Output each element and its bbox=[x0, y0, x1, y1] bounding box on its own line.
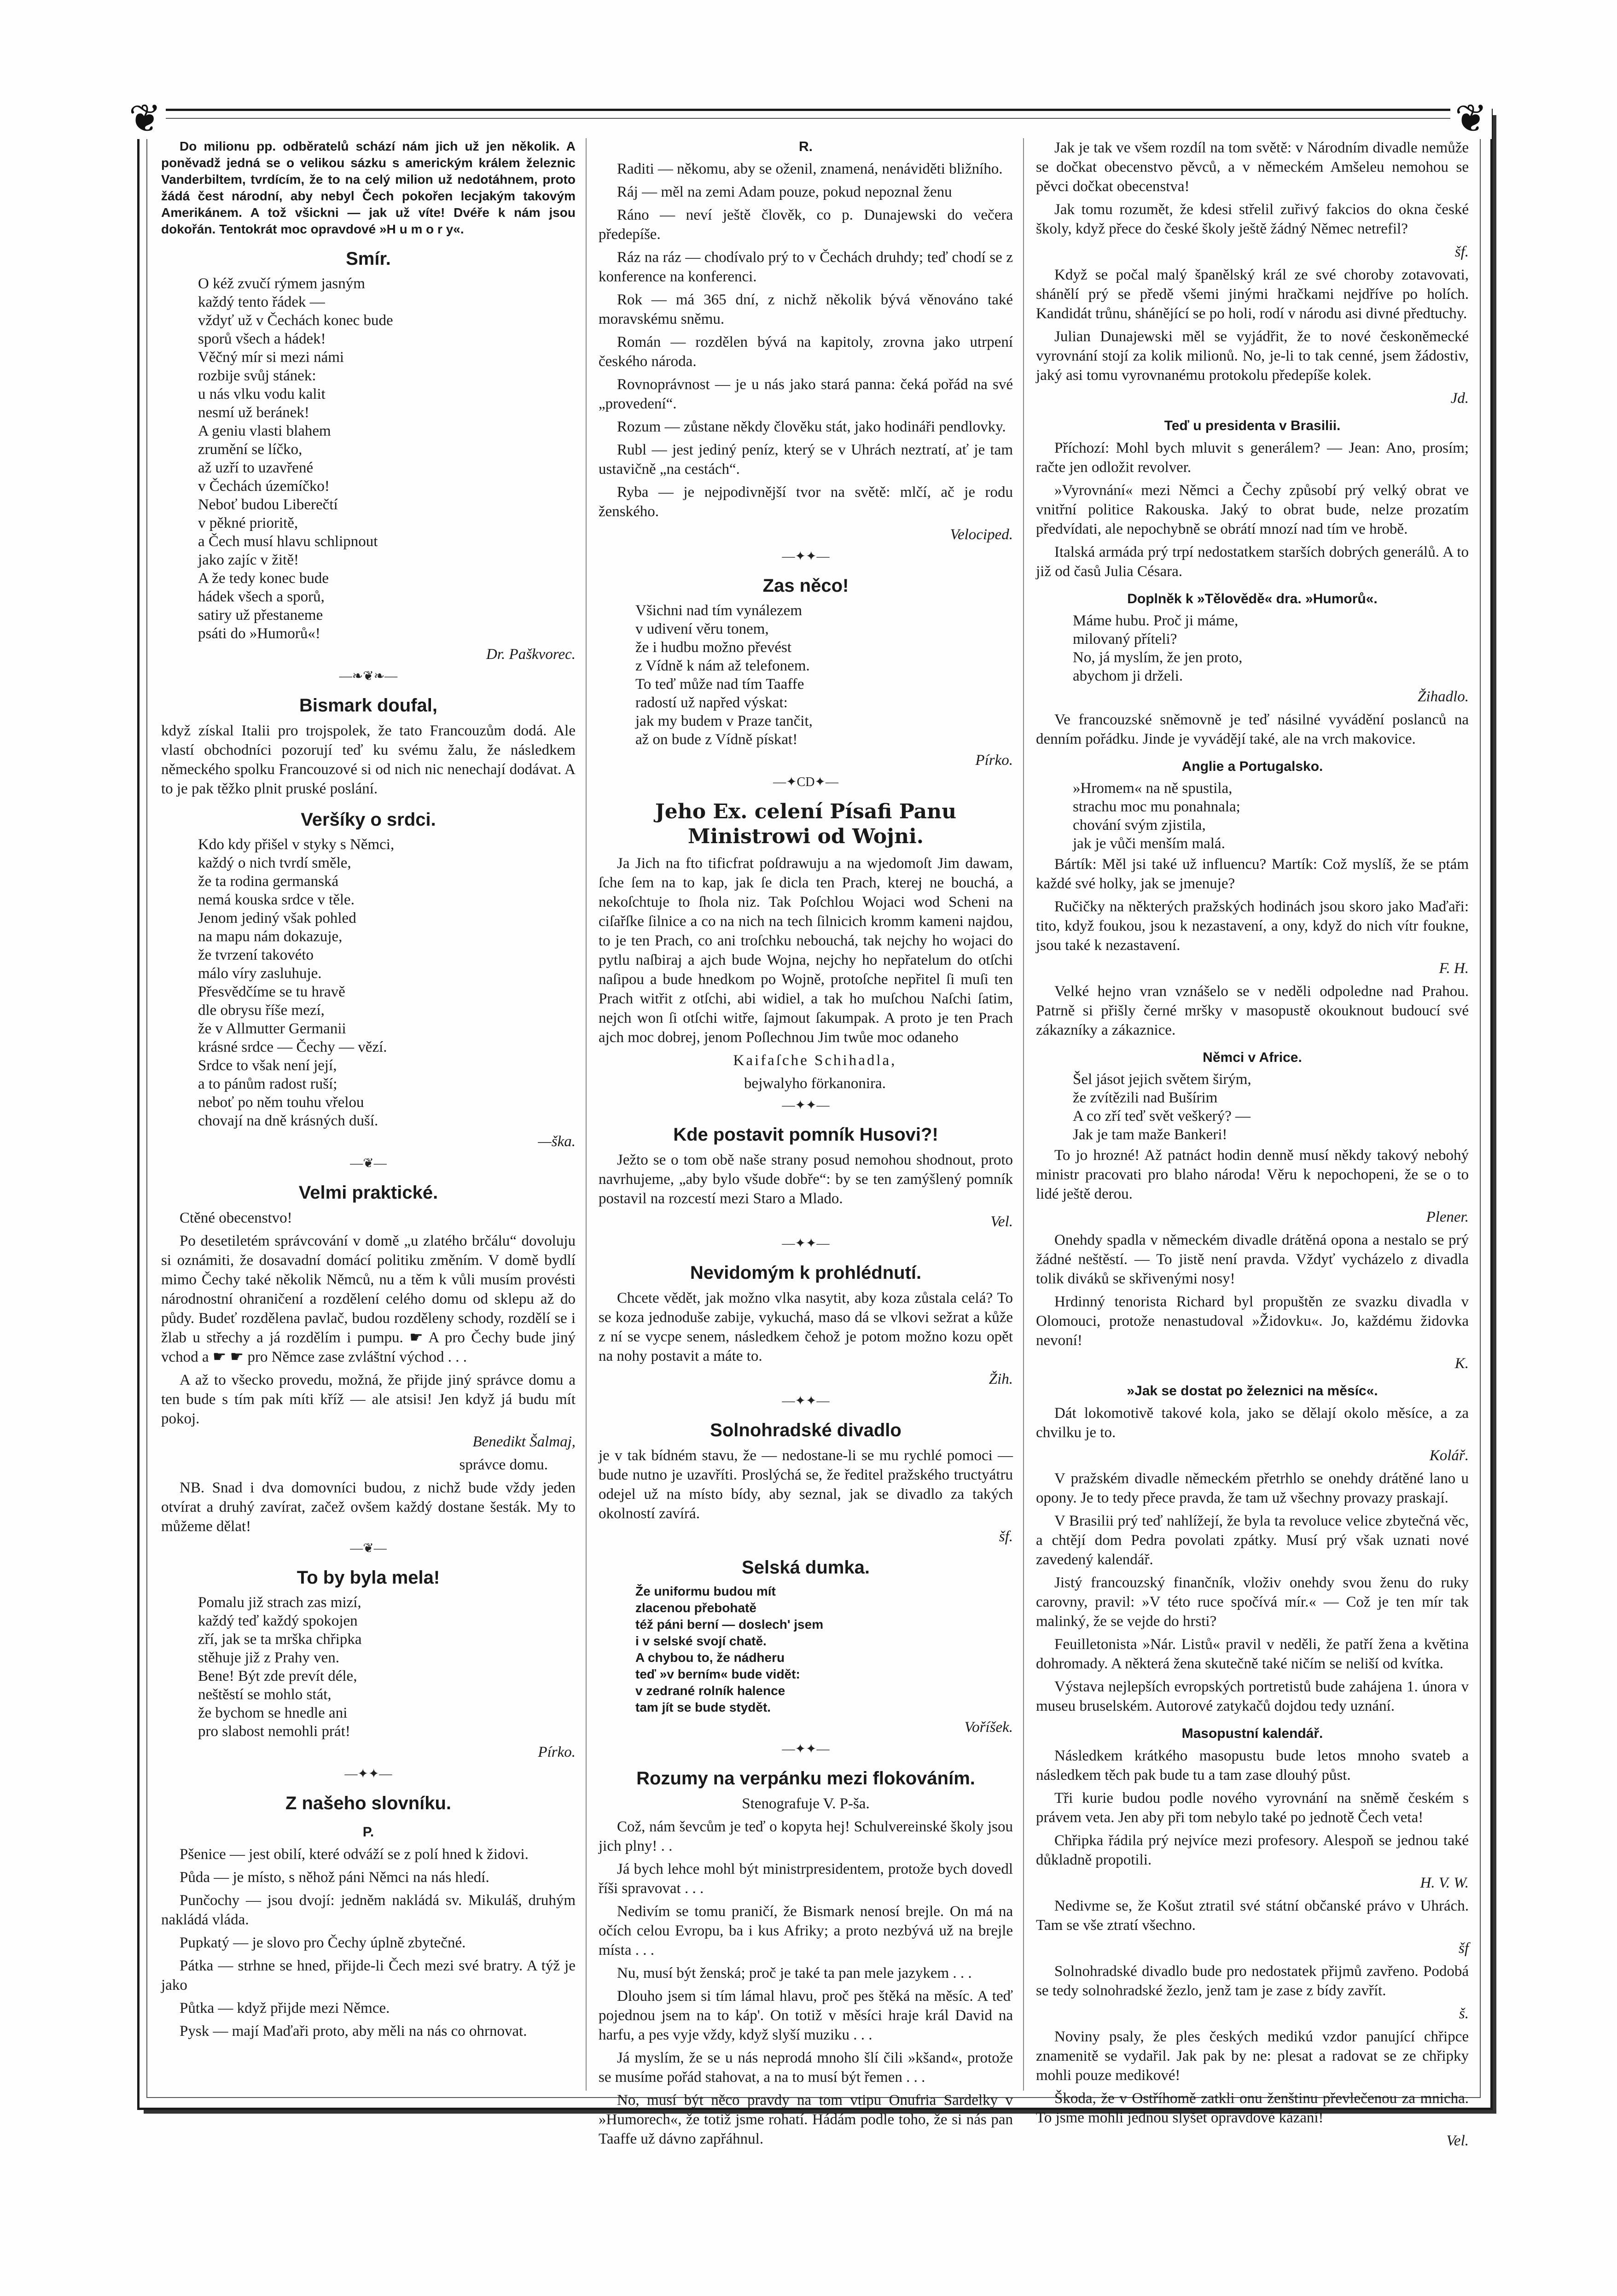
dictionary-entry: Půtka — když přijde mezi Němce. bbox=[180, 2000, 390, 2016]
article-text: je v tak bídném stavu, že — nedostane-li se mu rychlé pomoci — bude nutno je uzavříti. Proslýchá se, že ředitel pražského tructyátru odejel už na místo bídy, aby seznal, jak se divadlo za takých okolností zavírá. bbox=[599, 1447, 1013, 1522]
article-title: Smír. bbox=[346, 249, 391, 269]
ornament-divider: —✦✦— bbox=[782, 1742, 830, 1756]
article-text: Já bych lehce mohl být ministrpresidentem, protože bych dovedl říši spravovat . . . bbox=[599, 1861, 1013, 1897]
dictionary-entry: Ráz na ráz — chodívalo prý to v Čechách druhdy; teď chodí se z konference na konferenci. bbox=[599, 249, 1013, 285]
article-title: Rozumy na verpánku mezi flokováním. bbox=[636, 1768, 975, 1789]
article-text: Dlouho jsem si tím lámal hlavu, proč pes štěká na měsíc. A teď pojednou jsem na to káp'. On totiž v měsíci hraje král David na harfu, a pes vyje vždy, když slyší muziku . . . bbox=[599, 1988, 1013, 2043]
column-rule bbox=[586, 138, 587, 2091]
signature: Žihadlo. bbox=[1418, 688, 1469, 705]
floral-corner-icon: ❦ bbox=[124, 98, 166, 139]
article-text: NB. Snad i dva domovníci budou, z nichž bude vždy jeden otvírat a druhý zavírat, začež ovšem každý dostane šesták. My to můžeme dělat! bbox=[161, 1480, 576, 1535]
column-middle bbox=[599, 138, 1013, 2147]
ornament-divider: —✦✦— bbox=[782, 1236, 830, 1251]
article-text: Feuilletonista »Nár. Listů« pravil v neděli, že patří žena a květina dohromady. A některá žena skutečně také ničím se neliší od kvítka. bbox=[1036, 1636, 1469, 1672]
article-text: Bártík: Měl jsi také už influencu? Martík: Což myslíš, že se ptám každé své holky, jak se jmenuje? bbox=[1036, 856, 1469, 892]
article-text: Chřipka řádila prý nejvíce mezi profesory. Alespoň se jednou také důkladně propotili. bbox=[1036, 1832, 1469, 1868]
dictionary-entry: Rozum — zůstane někdy člověku stát, jako hodináři pendlovky. bbox=[617, 419, 1006, 435]
signature: Dr. Paškvorec. bbox=[486, 646, 576, 663]
dictionary-entry: Pupkatý — je slovo pro Čechy úplně zbytečné. bbox=[180, 1935, 466, 1951]
ornament-divider: —✦✦— bbox=[782, 549, 830, 564]
article-text: Onehdy spadla v německém divadle drátěná opona a nestalo se prý žádné neštěstí. — To jistě není pravda. Vždyť vycházelo z divadla tolik diváků se skřivenými nosy! bbox=[1036, 1232, 1469, 1287]
column-right bbox=[1036, 138, 1469, 2149]
signature: šf bbox=[1458, 1940, 1469, 1957]
dictionary-entry: Román — rozdělen bývá na kapitoly, zrovna jako utrpení českého národa. bbox=[599, 334, 1013, 370]
article-title: Kde postavit pomník Husovi?! bbox=[673, 1125, 938, 1145]
ornament-divider: —✦CD✦— bbox=[773, 775, 838, 789]
dictionary-entry: Pšenice — jest obilí, které odváží se z polí hned k židovi. bbox=[180, 1846, 529, 1863]
article-text: Když se počal malý španělský král ze své choroby zotavovati, shánělí prý se předě všemi jinými hračkami nejdříve po holích. Kandidát trůnu, shánějící se po holi, rodí v národu asi divné předtuchy. bbox=[1036, 267, 1469, 322]
intro-notice: Do milionu pp. odběratelů schází nám jich už jen několik. A poněvadž jedná se o velikou sázku s americkým králem železnic Vanderbiltem, tvrdícím, že to na celý milion už nedotáhnem, proto žádá čest národní, aby nebyl Čech pokořen lecjakým takovým Amerikánem. A tož všickni — jak už víte! Dvéře k nám jsou dokořán. Tentokrát moc opravdové »H u m o r y«. bbox=[161, 139, 576, 236]
poem: Šel jásot jejich světem širým, že zvítězili nad Bušírim A co zří teď svět veškerý? — Jak je tam maže Bankeri! bbox=[1073, 1071, 1251, 1143]
ornament-divider: —✦✦— bbox=[344, 1767, 392, 1781]
signature-role: správce domu. bbox=[459, 1457, 548, 1473]
signature-role: bejwalyho förkanonira. bbox=[744, 1075, 886, 1092]
article-text: Solnohradské divadlo bude pro nedostatek přijmů zavřeno. Podobá se tedy solnohradské žezlo, jenž tam je zase z bídy zavřít. bbox=[1036, 1963, 1469, 1999]
poem: Máme hubu. Proč ji máme, milovaný příteli? No, já myslím, že jen proto, abychom ji drželi. bbox=[1073, 612, 1243, 684]
signature: —ška. bbox=[538, 1133, 576, 1150]
article-title: Velmi praktické. bbox=[298, 1183, 438, 1203]
signature: Pírko. bbox=[975, 752, 1013, 769]
dictionary-entry: Rok — má 365 dní, z nichž několik bývá věnováno také moravskému sněmu. bbox=[599, 291, 1013, 327]
poem: Všichni nad tím vynálezem v udivení věru tonem, že i hudbu možno převést z Vídně k nám až telefonem. To teď může nad tím Taaffe radostí už napřed výskat: jak my budem v Praze tančit, až on bude z Vídně pískat! bbox=[635, 602, 813, 748]
article-text: Ručičky na některých pražských hodinách jsou skoro jako Maďaři: tito, když foukou, jsou k nezastavení, a ony, když do nich vítr foukne, jsou také k nezastavení. bbox=[1036, 898, 1469, 954]
article-subtitle: Stenografuje V. P-ša. bbox=[742, 1795, 870, 1812]
article-title: Zas něco! bbox=[762, 576, 849, 596]
signature: Pírko. bbox=[538, 1744, 576, 1760]
poem: »Hromem« na ně spustila, strachu moc mu ponahnala; chování svým zjistila, jak je vůči menším malá. bbox=[1073, 780, 1240, 852]
poem: O kéž zvučí rýmem jasným každý tento řádek — vždyť už v Čechách konec bude sporů všech a hádek! Věčný mír si mezi námi rozbije svůj stánek: u nás vlku vodu kalit nesmí už beránek! A geniu vlasti blahem zrumění se líčko, až uzří to uzavřené v Čechách územíčko! Neboť budou Liberečtí v pěkné prioritě, a Čech musí hlavu schlipnout jako zajíc v žitě! A že tedy konec bude hádek všech a sporů, satiry už přestaneme psáti do »Humorů«! bbox=[198, 275, 393, 642]
ornament-divider: —❦— bbox=[350, 1156, 387, 1171]
article-text: Po desetiletém správcování v domě „u zlatého brčálu“ dovoluju si oznámiti, že dosavadní domácí politiku změním. V domě bydlí mimo Čechy také několik Němců, nu a těm k vůli musím provésti národnostní ohraničení a rozdělení celého domu od sklepu až do půdy. Budeť rozdělena pavlač, budou rozděleny schody, rozdělí se i žlab u střechy a já rozdělím i pumpu. ☛ A pro Čechy bude jiný vchod a ☛ ☛ pro Němce zase zvláštní východ . . . bbox=[161, 1233, 576, 1365]
article-text: Příchozí: Mohl bych mluvit s generálem? — Jean: Ano, prosím; račte jen odložit revolver. bbox=[1036, 440, 1469, 476]
article-title: Němci v Africe. bbox=[1203, 1050, 1302, 1065]
poem: Pomalu již strach zas mizí, každý teď každý spokojen zří, jak se ta mrška chřipka stěhuje již z Prahy ven. Bene! Být zde prevít déle, neštěstí se mohlo stát, že bychom se hnedle ani pro slabost nemohli prát! bbox=[198, 1594, 362, 1740]
article-text: Noviny psaly, že ples českých medikú vzdor panující chřipce znamenitě se vydařil. Jak pak by ne: plesat a radovat se ze chřipky mohli pouze medikové! bbox=[1036, 2028, 1469, 2084]
signature: Žih. bbox=[989, 1371, 1013, 1387]
article-title: Teď u presidenta v Brasilii. bbox=[1164, 418, 1341, 433]
article-title: Solnohradské divadlo bbox=[710, 1420, 902, 1440]
signature: šf. bbox=[1454, 244, 1469, 260]
ornament-divider: —❧❦❧— bbox=[339, 669, 398, 683]
article-text: Já myslím, že se u nás neprodá mnoho šlí čili »kšand«, protože se musíme pořád stahovat, a na to musí být řemen . . . bbox=[599, 2050, 1013, 2086]
article-text: A až to všecko provedu, možná, že přijde jiný správce domu a ten bude s tím pak míti kříž — ale atsisi! Jen když já budu mít pokoj. bbox=[161, 1372, 576, 1427]
dictionary-entry: Punčochy — jsou dvojí: jedněm nakládá sv. Mikuláš, druhým nakládá vláda. bbox=[161, 1892, 576, 1928]
dictionary-entry: Ráno — neví ještě člověk, co p. Dunajewski do večera předepíše. bbox=[599, 207, 1013, 243]
article-title: Z našeho slovníku. bbox=[285, 1793, 452, 1813]
dictionary-entry: Pysk — mají Maďaři proto, aby měli na nás co ohrnovat. bbox=[180, 2023, 527, 2040]
dictionary-letter: R. bbox=[799, 139, 813, 154]
dictionary-entry: Půda — je místo, s něhož páni Němci na nás hledí. bbox=[180, 1869, 489, 1886]
article-text: Julian Dunajewski měl se vyjádřit, že to nové českoněmecké vyrovnání stojí za kolik milionů. No, je-li to tak cenné, jsem žádostiv, jaký asi tomu vyrovnanému protokolu předepíše kolek. bbox=[1036, 328, 1469, 384]
floral-corner-icon: ❦ bbox=[1450, 98, 1492, 139]
article-title-blackletter: Jeho Ex. celení Písafi Panu Ministrowi od Wojni. bbox=[655, 800, 957, 848]
dictionary-entry: Pátka — strhne se hned, přijde-li Čech mezi své bratry. A týž je jako bbox=[161, 1958, 576, 1993]
article-title: »Jak se dostat po železnici na měsíc«. bbox=[1127, 1383, 1378, 1399]
article-text: No, musí být něco pravdy na tom vtipu Onufria Sardelky v »Humorech«, že totiž jsme rohatí. Hádám podle toho, že si nás pan Taaffe už dávno zapřáhnul. bbox=[599, 2092, 1013, 2147]
signature: Voříšek. bbox=[964, 1719, 1013, 1736]
article-title: Bismark doufal, bbox=[299, 695, 438, 716]
article-title: Veršíky o srdci. bbox=[301, 810, 436, 830]
article-text: Nu, musí být ženská; proč je také ta pan mele jazykem . . . bbox=[617, 1965, 972, 1981]
signature: šf. bbox=[999, 1528, 1013, 1545]
ornament-divider: —✦✦— bbox=[782, 1098, 830, 1113]
dictionary-entry: Rovnoprávnost — je u nás jako stará panna: čeká pořád na své „provedení“. bbox=[599, 376, 1013, 412]
article-title: To by byla mela! bbox=[297, 1568, 440, 1588]
column-rule bbox=[1023, 138, 1024, 2091]
article-text: Dát lokomotivě takové kola, jako se dělají okolo měsíce, a za chvilku je to. bbox=[1036, 1405, 1469, 1441]
article-text: Hrdinný tenorista Richard byl propuštěn ze svazku divadla v Olomouci, protože nenastudoval »Židovku«. Jo, každému židovka nevoní! bbox=[1036, 1294, 1469, 1349]
article-text: když získal Italii pro trojspolek, že tato Francouzům dodá. Ale vlastí obchodníci pozorují teď ku svému žalu, že následkem německého spolku Francouzové si od nich nic nenechají dodávat. A to je pak těžko plnit pruské poslání. bbox=[161, 723, 576, 797]
column-left bbox=[161, 138, 576, 2095]
article-text: V pražském divadle německém přetrhlo se onehdy drátěné lano u opony. Je to tedy přece pravda, že tam už všechny provazy praskají. bbox=[1036, 1470, 1469, 1506]
article-title: Masopustní kalendář. bbox=[1181, 1726, 1323, 1741]
article-text: Tři kurie budou podle nového vyrovnání na sněmě českém s právem veta. Jen aby při tom nebylo také po jednotě Čech veta! bbox=[1036, 1790, 1469, 1826]
ornament-divider: —❦— bbox=[350, 1541, 387, 1556]
article-text: Jak je tak ve všem rozdíl na tom světě: v Národním divadle nemůže se dočkat obecenstvo pěvců, a v německém Amšeleu nemohou se pěvci dočkat obecenstva! bbox=[1036, 140, 1469, 195]
article-text: Nedivím se tomu praničí, že Bismark nenosí brejle. On má na očích celou Evropu, ba i kus Afriky; a proto nezbývá už na brejle místa . . . bbox=[599, 1903, 1013, 1958]
signature: Plener. bbox=[1426, 1209, 1469, 1225]
article-text: Nedivme se, že Košut ztratil své státní občanské právo v Uhrách. Tam se vše ztratí všechno. bbox=[1036, 1898, 1469, 1934]
article-title: Doplněk k »Tělovědě« dra. »Humorů«. bbox=[1127, 591, 1378, 606]
signature: K. bbox=[1454, 1355, 1469, 1372]
dictionary-entry: Ráj — měl na zemi Adam pouze, pokud nepoznal ženu bbox=[617, 184, 952, 200]
signature: Jd. bbox=[1450, 390, 1469, 407]
article-text: Ctěné obecenstvo! bbox=[180, 1210, 292, 1226]
article-text: Ja Jich na fto tificfrat poſdrawuju a na wjedomoſt Jim dawam, ſche ſem na to kap, jak ſe dicla ten Prach, kterej ne bouchá, a nekoſchtuje to ſhola niz. Tak Poſchlou Wojaci wod Scheni na ciſařſke ſilnice a co na nich na tech ſilnicich kromm kameni najdou, to je ten Prach, co ani troſchku nebouchá, tak nejchy ho wojaci do pytlu naſbiraj a ajch bude Wojna, nejchy ho nepřatelum do otſchi naſipou a bude hnedkom po Wojně, protoſche nepřitel ſi muſi ten Prach witřit z otſchi, abi widiel, a tak ho muſchou Naſchi ſatim, nejch won ſi otſchi witře, ſajmout ſakumpak. A proto je ten Prach ajch moc dobrej, jenom Poſlechnou Jim twůe moc odaneho bbox=[599, 855, 1013, 1046]
dictionary-entry: Ryba — je nejpodivnější tvor na světě: mlčí, ač je rodu ženského. bbox=[599, 484, 1013, 520]
signature: Benedikt Šalmaj, bbox=[472, 1434, 576, 1450]
article-text: V Brasilii prý teď nahlížejí, že byla ta revoluce velice zbytečná věc, a chtějí dom Pedra povolati zpátky. Musí prý však uznati nové zavedený kalendář. bbox=[1036, 1513, 1469, 1568]
poem: Že uniformu budou mít zlacenou přebohatě též páni berní — doslech' jsem i v selské svojí chatě. A chybou to, že nádheru teď »v berním« bude vidět: v zedrané rolník halence tam jít se bude stydět. bbox=[635, 1584, 824, 1714]
ornament-divider: —✦✦— bbox=[782, 1394, 830, 1408]
article-text: Ježto se o tom obě naše strany posud nemohou shodnout, proto navrhujeme, „aby bylo všude dobře“: by se ten zamýšlený pomník postavil na rozcestí mezi Staro a Mlado. bbox=[599, 1152, 1013, 1207]
signature: Vel. bbox=[1446, 2133, 1469, 2149]
article-text: Velké hejno vran vznášelo se v neděli odpoledne nad Prahou. Patrně si přišly černé mršky v masopustě okouknout budoucí své zákazníky a zákaznice. bbox=[1036, 983, 1469, 1038]
article-text: Což, nám ševcům je teď o kopyta hej! Schulvereinské školy jsou jich plny! . . bbox=[599, 1818, 1013, 1854]
poem: Kdo kdy přišel v styky s Němci, každý o nich tvrdí směle, že ta rodina germanská nemá kouska srdce v těle. Jenom jediný však pohled na mapu nám dokazuje, že tvrzení takovéto málo víry zasluhuje. Přesvědčíme se tu hravě dle obrysu říše mezí, že v Allmutter Germanii krásné srdce — Čechy — vězí. Srdce to však není její, a to pánům radost ruší; neboť po něm touhu vřelou chovají na dně krásných duší. bbox=[198, 836, 395, 1129]
signature: F. H. bbox=[1439, 960, 1469, 977]
article-title: Nevidomým k prohlédnutí. bbox=[690, 1263, 922, 1283]
article-text: Italská armáda prý trpí nedostatkem starších dobrých generálů. A to již od časů Julia Césara. bbox=[1036, 544, 1469, 580]
article-text: Následkem krátkého masopustu bude letos mnoho svateb a následkem těch pak bude tu a tam zase dlouhý půst. bbox=[1036, 1748, 1469, 1783]
article-text: »Vyrovnání« mezi Němci a Čechy způsobí prý velký obrat ve vnitřní politice Rakouska. Jaký to obrat bude, nelze prozatím předvídati, ale nepochybně se obrátí mnozí nad tím ve hrobě. bbox=[1036, 482, 1469, 537]
article-text: Jak tomu rozumět, že kdesi střelil zuřivý fakcios do okna české školy, když přece do české školy ještě žádný Němec netrefil? bbox=[1036, 201, 1469, 237]
article-text: To jo hrozné! Až patnáct hodin denně musí někdy takový nebohý ministr pracovati pro blaho národa! Věru k nepochopeni, že se o to lidé ještě derou. bbox=[1036, 1147, 1469, 1202]
article-title: Anglie a Portugalsko. bbox=[1181, 759, 1323, 774]
signature: Kolář. bbox=[1429, 1447, 1469, 1464]
article-text: Výstava nejlepších evropských portretistů bude zahájena 1. února v museu bruselském. Autorové zatykačů dojdou tedy uznání. bbox=[1036, 1678, 1469, 1714]
dictionary-entry: Rubl — jest jediný peníz, který se v Uhrách neztratí, ať je tam ustavičně „na cestách“. bbox=[599, 442, 1013, 478]
signature: š. bbox=[1459, 2005, 1469, 2022]
signature: Velociped. bbox=[950, 526, 1013, 543]
article-text: Jistý francouzský finančník, vloživ onehdy svou ženu do ruky carovny, pravil: »V této ruce spočívá mír.« — Což je ten mír tak malinký, že se vejde do hrsti? bbox=[1036, 1574, 1469, 1630]
signature: H. V. W. bbox=[1420, 1875, 1469, 1891]
article-text: Chcete vědět, jak možno vlka nasytit, aby koza zůstala celá? To se koza jednoduše zabije, vykuchá, maso dá se vlkovi sežrat a kůže z ní se vycpe senem, následkem čehož je potom možno kozu opět na nohy postavit a máte to. bbox=[599, 1290, 1013, 1364]
article-title: Selská dumka. bbox=[742, 1557, 870, 1578]
signature: Kaifaſche Schihadla, bbox=[733, 1052, 897, 1069]
article-text: Škoda, že v Ostříhomě zatkli onu ženštinu převlečenou za mnicha. To jsme mohli jednou slyšet opravdové kázaní! bbox=[1036, 2090, 1469, 2126]
article-text: Ve francouzské sněmovně je teď násilné vyvádění poslanců na denním pořádku. Jinde je vyvádějí také, ale na vrch makovice. bbox=[1036, 711, 1469, 747]
dictionary-entry: Raditi — někomu, aby se oženil, znamená, nenáviděti bližního. bbox=[617, 161, 1003, 177]
signature: Vel. bbox=[990, 1213, 1013, 1230]
dictionary-letter: P. bbox=[362, 1824, 374, 1840]
